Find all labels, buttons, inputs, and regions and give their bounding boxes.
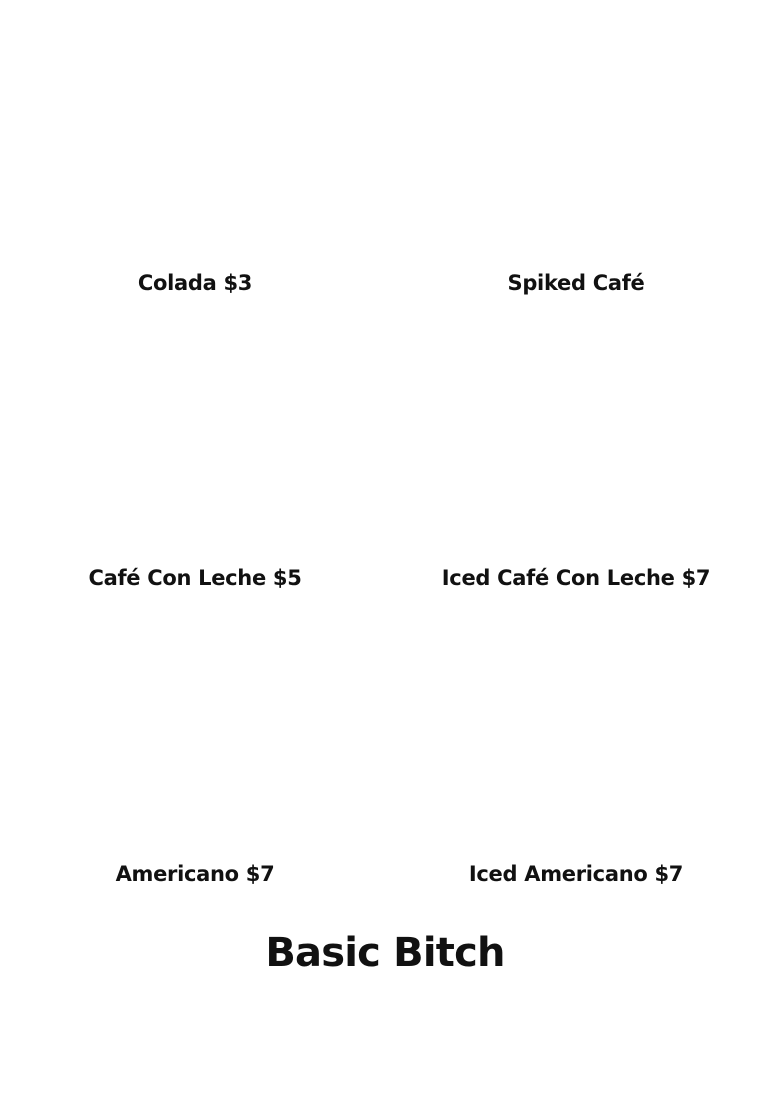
menu-item-americano: Americano $7 [115,862,275,886]
menu-item-spiked-cafe: Spiked Café [507,271,645,295]
menu-item-iced-americano: Iced Americano $7 [468,862,684,886]
menu-item-cafe-con-leche: Café Con Leche $5 [88,566,302,590]
menu-item-colada: Colada $3 [137,271,253,295]
section-title: Basic Bitch [265,930,505,976]
menu-item-iced-cafe-con-leche: Iced Café Con Leche $7 [441,566,711,590]
